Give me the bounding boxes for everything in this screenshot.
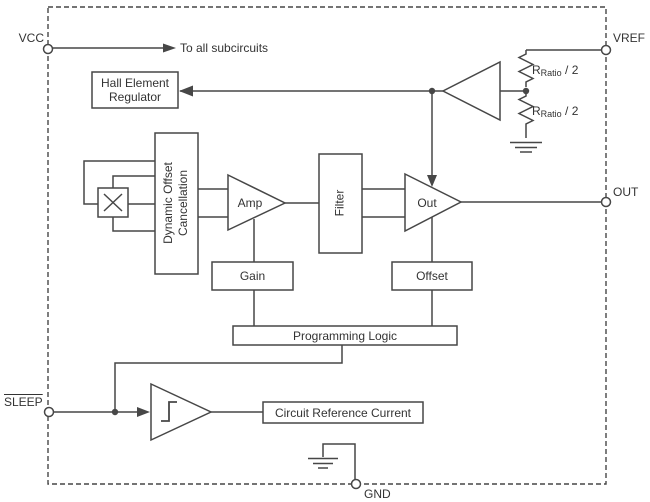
- resistor-bottom-label: [532, 104, 578, 121]
- hall-element-regulator-line2: Regulator: [108, 90, 162, 104]
- r-bottom-sub: Ratio: [540, 109, 562, 119]
- doc-line1: Dynamic Offset: [161, 162, 175, 244]
- vref-pin-label: VREF: [613, 31, 646, 45]
- junction-dot: [429, 88, 435, 94]
- sleep-schmitt-triangle: [151, 384, 211, 440]
- out-pin-label: OUT: [613, 185, 639, 199]
- sleep-pin-label: SLEEP: [4, 395, 43, 409]
- programming-logic-label: Programming Logic: [292, 328, 398, 343]
- wire-hall-loop-bottom: [113, 217, 155, 231]
- hall-element-regulator-label: [92, 72, 178, 108]
- filter-text: Filter: [332, 189, 347, 217]
- vref-buffer-triangle: [443, 62, 500, 120]
- circuit-reference-current-label: Circuit Reference Current: [274, 405, 412, 420]
- r-bottom-name: R: [532, 104, 541, 118]
- vcc-pin: [44, 45, 53, 54]
- ground-symbol: [510, 143, 542, 153]
- out-pin: [602, 198, 611, 207]
- to-all-subcircuits-label: To all subcircuits: [180, 41, 269, 55]
- out-buffer-label: Out: [417, 196, 437, 210]
- junction-dot: [523, 88, 529, 94]
- hall-element-regulator-line1: Hall Element: [100, 76, 170, 90]
- r-bottom-suffix: / 2: [561, 104, 579, 118]
- r-top-suffix: / 2: [561, 63, 579, 77]
- vcc-pin-label: VCC: [18, 31, 44, 45]
- gain-label: Gain: [239, 269, 266, 283]
- amp-label: Amp: [237, 196, 263, 210]
- sleep-pin: [45, 408, 54, 417]
- doc-line2: Cancellation: [176, 169, 190, 237]
- filter-label: [333, 190, 348, 217]
- arrowhead-left-icon: [179, 86, 193, 97]
- resistor-top-symbol: [519, 50, 533, 87]
- junction-dot: [112, 409, 118, 415]
- resistor-bottom-symbol: [519, 91, 533, 138]
- r-top-name: R: [532, 63, 541, 77]
- wire-gnd: [323, 444, 355, 480]
- dynamic-offset-cancellation-label: [161, 162, 191, 244]
- ground-symbol: [308, 459, 338, 469]
- gnd-pin-label: GND: [364, 487, 391, 501]
- arrowhead-right-icon: [163, 44, 176, 53]
- resistor-top-label: [532, 63, 578, 80]
- r-top-sub: Ratio: [540, 68, 562, 78]
- offset-label: Offset: [416, 269, 448, 283]
- wire-hall-loop-top: [113, 176, 155, 188]
- arrowhead-right-icon: [137, 407, 150, 417]
- vref-pin: [602, 46, 611, 55]
- gnd-pin: [352, 480, 361, 489]
